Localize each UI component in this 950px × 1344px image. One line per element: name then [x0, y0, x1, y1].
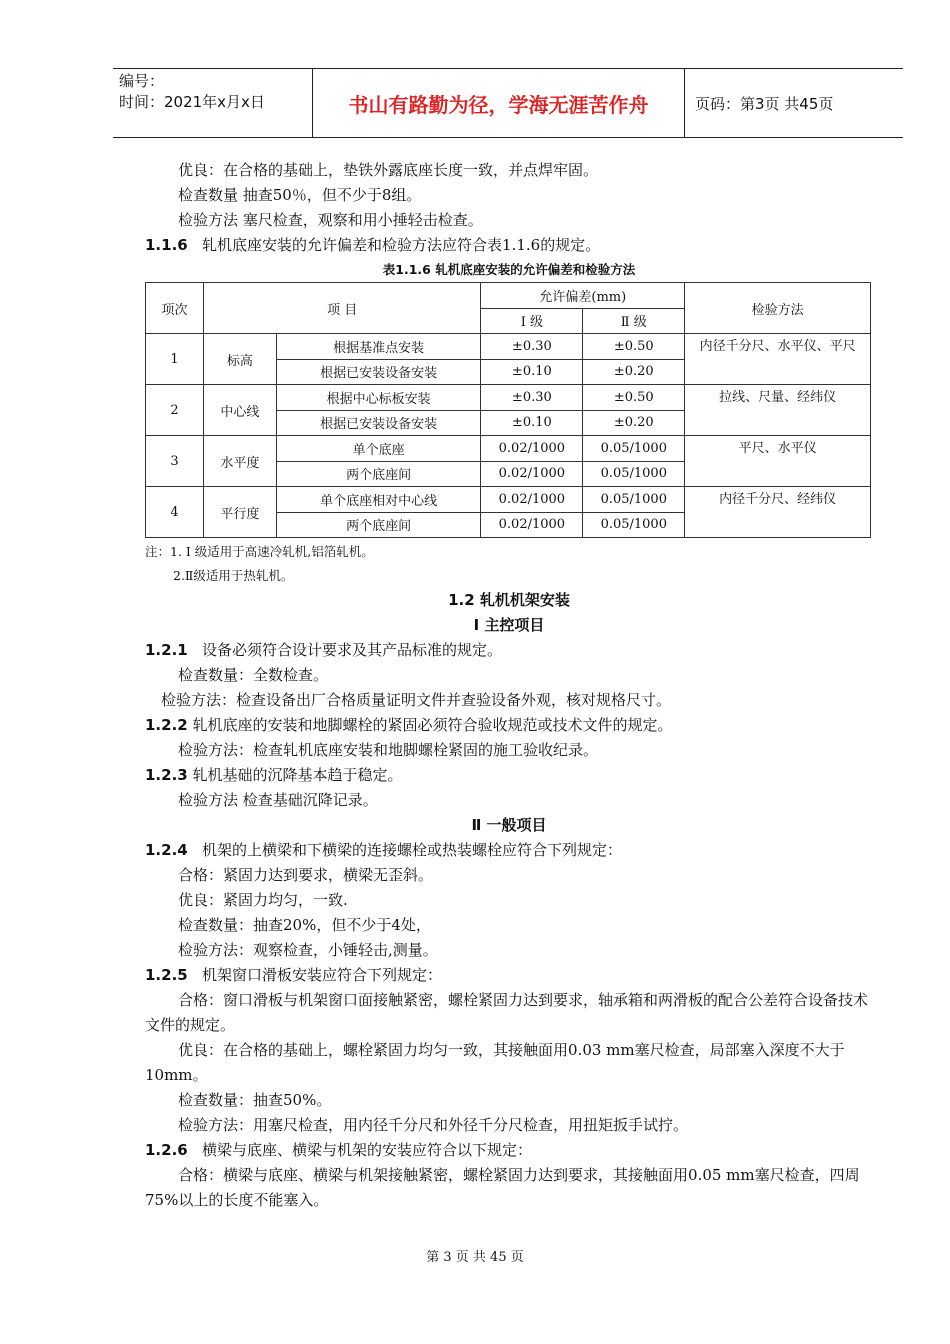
header-method: 检验方法 — [685, 283, 871, 334]
clause-text: 轧机基础的沉降基本趋于稳定。 — [192, 766, 403, 784]
clause-number: 1.2.6 — [145, 1141, 188, 1159]
cell: ±0.10 — [481, 359, 583, 385]
cell: ±0.50 — [583, 334, 685, 360]
paragraph: 检查数量：抽查50%。 — [178, 1091, 332, 1109]
section-title: 1.2 轧机机架安装 — [448, 591, 570, 609]
cell: ±0.20 — [583, 410, 685, 436]
clause-1-2-2 — [145, 713, 873, 738]
clause-number: 1.2.2 — [145, 716, 188, 734]
cell: 平行度 — [203, 487, 276, 538]
clause-1-2-5 — [145, 963, 873, 988]
table-row — [146, 487, 871, 513]
header-meta — [113, 69, 313, 137]
tolerance-table — [145, 282, 871, 538]
page-header — [113, 68, 903, 138]
cell: 水平度 — [203, 436, 276, 487]
cell: 内径千分尺、水平仪、平尺 — [685, 334, 871, 385]
cell: ±0.50 — [583, 385, 685, 411]
cell: 单个底座 — [276, 436, 481, 462]
clause-1-2-3 — [145, 763, 873, 788]
clause-text: 轧机底座的安装和地脚螺栓的紧固必须符合验收规范或技术文件的规定。 — [192, 716, 673, 734]
cell: ±0.20 — [583, 359, 685, 385]
header-tolerance: 允许偏差(mm) — [481, 283, 685, 309]
cell: 2 — [146, 385, 204, 436]
cell: 0.05/1000 — [583, 512, 685, 538]
paragraph: 检验方法 检查基础沉降记录。 — [178, 791, 378, 809]
paragraph: 检验方法：用塞尺检查，用内径千分尺和外径千分尺检查，用扭矩扳手试拧。 — [178, 1116, 689, 1134]
clause-number: 1.2.4 — [145, 841, 188, 859]
header-grade-2: Ⅱ 级 — [583, 308, 685, 334]
cell: 3 — [146, 436, 204, 487]
cell: 0.05/1000 — [583, 461, 685, 487]
table-note: 注：1. Ⅰ 级适用于高速冷轧机,铝箔轧机。 — [145, 544, 374, 559]
paragraph: 优良：在合格的基础上，垫铁外露底座长度一致，并点焊牢固。 — [178, 161, 599, 179]
clause-text: 轧机底座安装的允许偏差和检验方法应符合表1.1.6的规定。 — [202, 236, 601, 254]
cell: 0.05/1000 — [583, 487, 685, 513]
paragraph: 检查数量：抽查20%，但不少于4处， — [178, 916, 431, 934]
cell: 0.02/1000 — [481, 512, 583, 538]
subsection-title: Ⅰ 主控项目 — [473, 616, 545, 634]
cell: 平尺、水平仪 — [685, 436, 871, 487]
document-body — [145, 158, 873, 1213]
table-row — [146, 385, 871, 411]
cell: 0.02/1000 — [481, 436, 583, 462]
clause-text: 设备必须符合设计要求及其产品标准的规定。 — [202, 641, 503, 659]
table-caption: 表1.1.6 轧机底座安装的允许偏差和检验方法 — [382, 262, 636, 277]
paragraph: 检查数量：全数检查。 — [178, 666, 329, 684]
cell: 拉线、尺量、经纬仪 — [685, 385, 871, 436]
cell: 单个底座相对中心线 — [276, 487, 481, 513]
paragraph: 合格：横梁与底座、横梁与机架接触紧密，螺栓紧固力达到要求，其接触面用0.05 mm塞尺检查，四周75%以上的长度不能塞入。 — [145, 1166, 860, 1209]
cell: 根据已安装设备安装 — [276, 359, 481, 385]
table-header-row — [146, 283, 871, 309]
paragraph: 合格：窗口滑板与机架窗口面接触紧密，螺栓紧固力达到要求，轴承箱和两滑板的配合公差符合设备技术文件的规定。 — [145, 991, 869, 1034]
clause-text: 机架窗口滑板安装应符合下列规定： — [202, 966, 443, 984]
paragraph: 检验方法：检查轧机底座安装和地脚螺栓紧固的施工验收纪录。 — [178, 741, 599, 759]
cell: 标高 — [203, 334, 276, 385]
subsection-title: Ⅱ 一般项目 — [471, 816, 547, 834]
clause-number: 1.2.3 — [145, 766, 188, 784]
table-note: 2.Ⅱ级适用于热轧机。 — [173, 568, 294, 583]
clause-number: 1.1.6 — [145, 236, 188, 254]
table-row — [146, 436, 871, 462]
clause-number: 1.2.5 — [145, 966, 188, 984]
cell: ±0.10 — [481, 410, 583, 436]
paragraph: 检验方法：检查设备出厂合格质量证明文件并查验设备外观，核对规格尺寸。 — [161, 691, 672, 709]
doc-time: 时间：2021年x月x日 — [119, 93, 265, 111]
cell: 中心线 — [203, 385, 276, 436]
paragraph: 检查数量 抽查50％，但不少于8组。 — [178, 186, 422, 204]
cell: ±0.30 — [481, 334, 583, 360]
clause-text: 横梁与底座、横梁与机架的安装应符合以下规定： — [202, 1141, 533, 1159]
cell: 两个底座间 — [276, 461, 481, 487]
clause-1-1-6 — [145, 233, 873, 258]
cell: 根据基准点安装 — [276, 334, 481, 360]
cell: 0.02/1000 — [481, 487, 583, 513]
cell: 4 — [146, 487, 204, 538]
table-row — [146, 334, 871, 360]
cell: 内径千分尺、经纬仪 — [685, 487, 871, 538]
page-footer: 第 3 页 共 45 页 — [426, 1250, 524, 1265]
cell: 根据中心标板安装 — [276, 385, 481, 411]
paragraph: 优良：紧固力均匀，一致. — [178, 891, 348, 909]
cell: 1 — [146, 334, 204, 385]
cell: ±0.30 — [481, 385, 583, 411]
paragraph: 优良：在合格的基础上，螺栓紧固力均匀一致，其接触面用0.03 mm塞尺检查，局部塞入深度不大于10mm。 — [145, 1041, 845, 1084]
cell: 0.02/1000 — [481, 461, 583, 487]
clause-number: 1.2.1 — [145, 641, 188, 659]
clause-1-2-1 — [145, 638, 873, 663]
header-item: 项 目 — [203, 283, 480, 334]
paragraph: 合格：紧固力达到要求，横梁无歪斜。 — [178, 866, 434, 884]
header-grade-1: Ⅰ 级 — [481, 308, 583, 334]
cell: 根据已安装设备安装 — [276, 410, 481, 436]
cell: 0.05/1000 — [583, 436, 685, 462]
header-page-number: 页码：第3页 共45页 — [695, 94, 834, 113]
cell: 两个底座间 — [276, 512, 481, 538]
clause-1-2-4 — [145, 838, 873, 863]
clause-text: 机架的上横梁和下横梁的连接螺栓或热装螺栓应符合下列规定： — [202, 841, 623, 859]
clause-1-2-6 — [145, 1138, 873, 1163]
paragraph: 检验方法 塞尺检查，观察和用小捶轻击检查。 — [178, 211, 483, 229]
header-motto: 书山有路勤为径，学海无涯苦作舟 — [313, 69, 685, 137]
doc-number: 编号： — [119, 72, 165, 90]
paragraph: 检验方法：观察检查，小锤轻击,测量。 — [178, 941, 438, 959]
header-item-no: 项次 — [146, 283, 204, 334]
